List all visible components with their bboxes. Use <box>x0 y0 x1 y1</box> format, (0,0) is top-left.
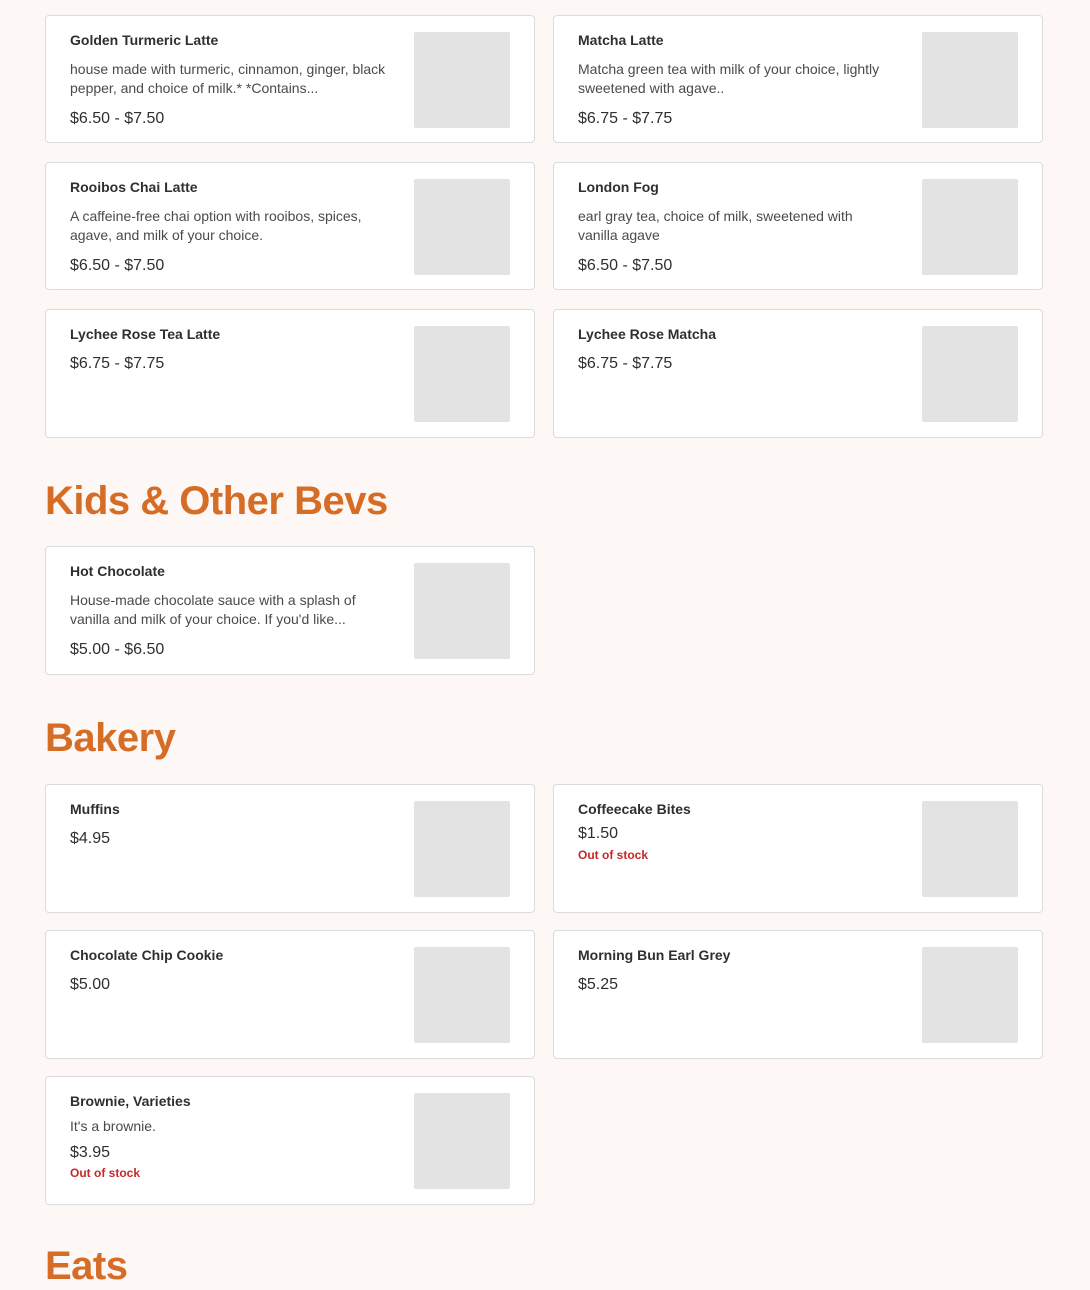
item-name: London Fog <box>578 179 659 195</box>
menu-item-card[interactable] <box>553 309 1043 438</box>
item-name: Coffeecake Bites <box>578 801 691 817</box>
item-price: $4.95 <box>70 830 111 847</box>
item-name: Lychee Rose Tea Latte <box>70 326 221 342</box>
item-description: house made with turmeric, cinnamon, ginger, black pepper, and choice of milk.* *Contains... <box>70 61 386 96</box>
item-image-placeholder <box>922 326 1018 422</box>
item-price: $6.50 - $7.50 <box>70 110 165 127</box>
item-description: earl gray tea, choice of milk, sweetened with vanilla agave <box>578 208 853 243</box>
item-name: Lychee Rose Matcha <box>578 326 716 342</box>
item-name: Hot Chocolate <box>70 563 165 579</box>
item-image-placeholder <box>414 801 510 897</box>
item-image-placeholder <box>922 179 1018 275</box>
item-name: Morning Bun Earl Grey <box>578 947 731 963</box>
menu-item-card[interactable] <box>553 15 1043 143</box>
section-title-bakery: Bakery <box>45 716 176 760</box>
menu-item-card[interactable] <box>45 546 535 675</box>
menu-item-card[interactable] <box>45 930 535 1059</box>
item-price: $6.50 - $7.50 <box>578 257 673 274</box>
item-description: It's a brownie. <box>70 1118 156 1134</box>
item-price: $6.75 - $7.75 <box>70 355 165 372</box>
item-image-placeholder <box>922 32 1018 128</box>
item-image-placeholder <box>414 179 510 275</box>
item-price: $6.50 - $7.50 <box>70 257 165 274</box>
item-description: Matcha green tea with milk of your choice, lightly sweetened with agave.. <box>578 61 880 96</box>
menu-item-card[interactable] <box>553 930 1043 1059</box>
item-price: $5.00 - $6.50 <box>70 641 165 658</box>
item-name: Muffins <box>70 801 120 817</box>
menu-item-card[interactable] <box>45 15 535 143</box>
item-price: $3.95 <box>70 1144 111 1161</box>
item-image-placeholder <box>414 947 510 1043</box>
section-title-kids: Kids & Other Bevs <box>45 479 388 523</box>
out-of-stock-label: Out of stock <box>578 848 649 862</box>
item-image-placeholder <box>414 1093 510 1189</box>
item-price: $6.75 - $7.75 <box>578 110 673 127</box>
item-price: $6.75 - $7.75 <box>578 355 673 372</box>
item-price: $1.50 <box>578 825 619 842</box>
item-image-placeholder <box>922 801 1018 897</box>
out-of-stock-label: Out of stock <box>70 1166 141 1180</box>
item-image-placeholder <box>414 32 510 128</box>
item-name: Rooibos Chai Latte <box>70 179 198 195</box>
item-description: House-made chocolate sauce with a splash of vanilla and milk of your choice. If you'd like... <box>70 592 356 627</box>
item-name: Matcha Latte <box>578 32 664 48</box>
item-image-placeholder <box>414 563 510 659</box>
menu-item-card[interactable] <box>553 162 1043 290</box>
menu-item-card[interactable] <box>45 784 535 913</box>
item-name: Golden Turmeric Latte <box>70 32 219 48</box>
item-price: $5.00 <box>70 976 111 993</box>
item-image-placeholder <box>922 947 1018 1043</box>
menu-item-card[interactable] <box>553 784 1043 913</box>
menu-item-card[interactable] <box>45 162 535 290</box>
item-description: A caffeine-free chai option with rooibos, spices, agave, and milk of your choice. <box>70 208 362 243</box>
section-title-eats: Eats <box>45 1244 128 1288</box>
menu-item-card[interactable] <box>45 309 535 438</box>
item-name: Brownie, Varieties <box>70 1093 191 1109</box>
item-image-placeholder <box>414 326 510 422</box>
menu-item-card[interactable] <box>45 1076 535 1205</box>
item-name: Chocolate Chip Cookie <box>70 947 224 963</box>
item-price: $5.25 <box>578 976 619 993</box>
